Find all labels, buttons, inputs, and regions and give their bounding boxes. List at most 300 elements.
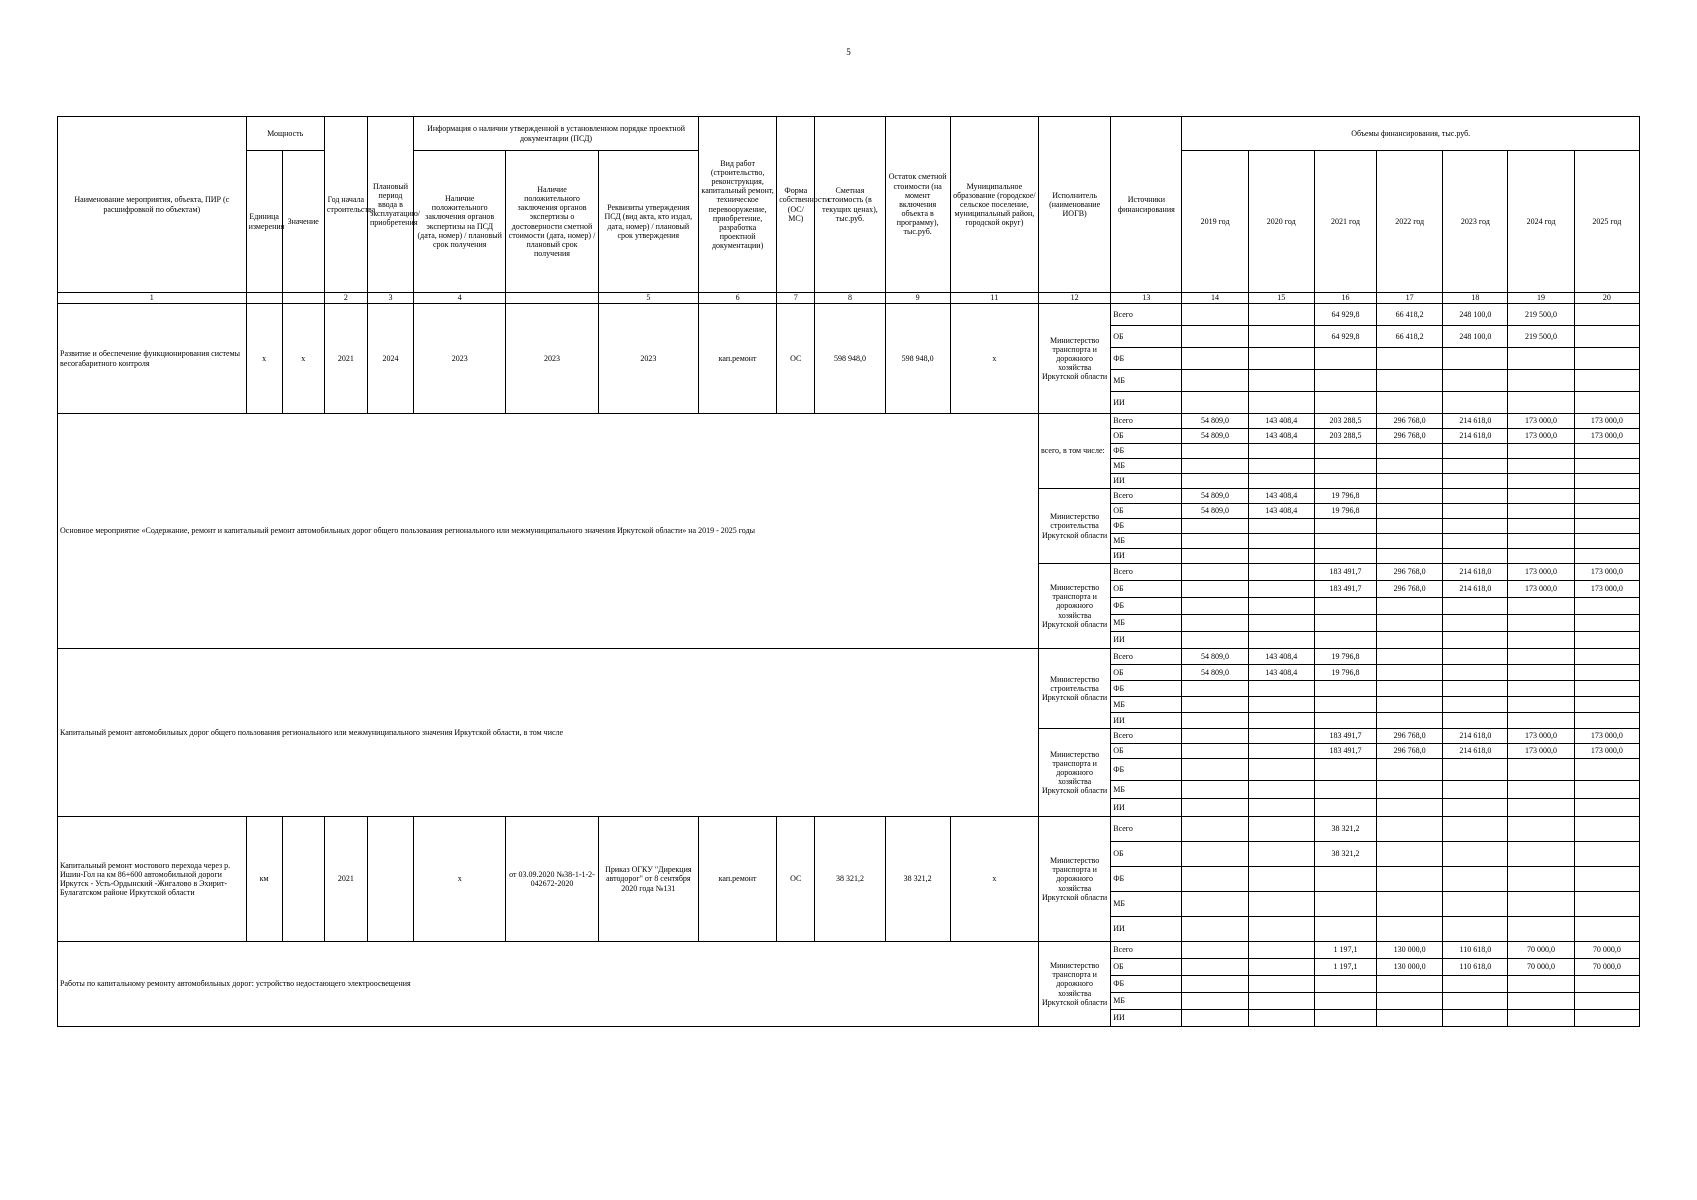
value-cell xyxy=(1377,917,1443,942)
row-psd-requisites: 2023 xyxy=(598,304,698,414)
value-cell: 19 796,8 xyxy=(1314,649,1376,665)
value-cell: 214 618,0 xyxy=(1443,564,1508,581)
value-cell xyxy=(1574,799,1639,817)
value-cell xyxy=(1574,976,1639,993)
hdr-year: 2019 год xyxy=(1182,151,1248,293)
column-number: 20 xyxy=(1574,293,1639,304)
value-cell xyxy=(1248,892,1314,917)
value-cell xyxy=(1314,370,1376,392)
source-label: ОБ xyxy=(1111,744,1182,759)
value-cell: 70 000,0 xyxy=(1574,942,1639,959)
row-executor: Министерство строительства Иркутской области xyxy=(1039,489,1111,564)
source-label: ФБ xyxy=(1111,867,1182,892)
value-cell xyxy=(1574,519,1639,534)
value-cell xyxy=(1377,444,1443,459)
value-cell: 296 768,0 xyxy=(1377,729,1443,744)
row-psd-positive: х xyxy=(414,817,506,942)
value-cell xyxy=(1574,348,1639,370)
value-cell xyxy=(1182,799,1248,817)
value-cell xyxy=(1182,976,1248,993)
value-cell xyxy=(1182,581,1248,598)
value-cell xyxy=(1443,842,1508,867)
value-cell xyxy=(1182,370,1248,392)
row-name: Капитальный ремонт мостового перехода через р. Ишин-Гол на км 86+600 автомобильной дороги Иркутск - Усть-Ордынский -Жигалово в Эхирит-Булагатском районе Иркутской области xyxy=(58,817,247,942)
value-cell xyxy=(1443,474,1508,489)
value-cell xyxy=(1508,444,1574,459)
value-cell xyxy=(1443,817,1508,842)
hdr-estimate-cost: Сметная стоимость (в текущих ценах), тыс.руб. xyxy=(815,117,885,293)
value-cell xyxy=(1574,665,1639,681)
column-number: 19 xyxy=(1508,293,1574,304)
value-cell xyxy=(1248,474,1314,489)
value-cell: 296 768,0 xyxy=(1377,744,1443,759)
source-label: ФБ xyxy=(1111,681,1182,697)
value-cell xyxy=(1443,799,1508,817)
row-ownership: ОС xyxy=(777,817,815,942)
row-start-year: 2021 xyxy=(324,817,367,942)
row-value xyxy=(282,817,324,942)
value-cell xyxy=(1182,348,1248,370)
value-cell xyxy=(1508,917,1574,942)
value-cell: 173 000,0 xyxy=(1574,429,1639,444)
hdr-year: 2024 год xyxy=(1508,151,1574,293)
value-cell xyxy=(1574,781,1639,799)
value-cell xyxy=(1248,942,1314,959)
value-cell xyxy=(1314,615,1376,632)
column-number: 17 xyxy=(1377,293,1443,304)
value-cell xyxy=(1443,759,1508,781)
value-cell xyxy=(1443,504,1508,519)
value-cell xyxy=(1248,759,1314,781)
value-cell xyxy=(1443,444,1508,459)
source-label: Всего xyxy=(1111,414,1182,429)
value-cell xyxy=(1443,697,1508,713)
value-cell: 143 408,4 xyxy=(1248,489,1314,504)
value-cell xyxy=(1377,392,1443,414)
value-cell xyxy=(1182,1010,1248,1027)
value-cell xyxy=(1574,489,1639,504)
value-cell xyxy=(1248,632,1314,649)
column-number xyxy=(246,293,282,304)
value-cell xyxy=(1574,842,1639,867)
value-cell xyxy=(1314,697,1376,713)
source-label: ОБ xyxy=(1111,504,1182,519)
source-label: ОБ xyxy=(1111,326,1182,348)
value-cell xyxy=(1314,392,1376,414)
row-value: х xyxy=(282,304,324,414)
value-cell xyxy=(1377,632,1443,649)
row-planned: 2024 xyxy=(367,304,413,414)
value-cell xyxy=(1182,459,1248,474)
value-cell xyxy=(1574,370,1639,392)
value-cell xyxy=(1508,534,1574,549)
row-unit: км xyxy=(246,817,282,942)
row-ownership: ОС xyxy=(777,304,815,414)
value-cell xyxy=(1182,842,1248,867)
value-cell xyxy=(1508,842,1574,867)
value-cell xyxy=(1314,976,1376,993)
value-cell xyxy=(1443,598,1508,615)
row-executor: всего, в том числе: xyxy=(1039,414,1111,489)
column-number: 9 xyxy=(885,293,950,304)
value-cell xyxy=(1182,392,1248,414)
value-cell xyxy=(1377,817,1443,842)
row-psd-estimate: от 03.09.2020 №38-1-1-2-042672-2020 xyxy=(506,817,598,942)
value-cell: 54 809,0 xyxy=(1182,504,1248,519)
value-cell: 110 618,0 xyxy=(1443,959,1508,976)
hdr-year: 2022 год xyxy=(1377,151,1443,293)
value-cell xyxy=(1377,1010,1443,1027)
value-cell xyxy=(1182,917,1248,942)
hdr-unit: Единица измерения xyxy=(246,151,282,293)
source-label: Всего xyxy=(1111,729,1182,744)
value-cell xyxy=(1508,474,1574,489)
value-cell xyxy=(1508,504,1574,519)
column-number: 4 xyxy=(414,293,506,304)
row-executor: Министерство транспорта и дорожного хозяйства Иркутской области xyxy=(1039,729,1111,817)
value-cell xyxy=(1574,444,1639,459)
column-number xyxy=(282,293,324,304)
value-cell: 183 491,7 xyxy=(1314,581,1376,598)
hdr-year: 2025 год xyxy=(1574,151,1639,293)
value-cell xyxy=(1248,370,1314,392)
value-cell xyxy=(1508,1010,1574,1027)
value-cell: 130 000,0 xyxy=(1377,959,1443,976)
column-number: 8 xyxy=(815,293,885,304)
value-cell xyxy=(1377,534,1443,549)
value-cell xyxy=(1574,697,1639,713)
value-cell xyxy=(1443,917,1508,942)
value-cell xyxy=(1248,697,1314,713)
value-cell: 38 321,2 xyxy=(1314,817,1376,842)
value-cell xyxy=(1508,713,1574,729)
value-cell xyxy=(1314,759,1376,781)
hdr-name: Наименование мероприятия, объекта, ПИР (с расшифровкой по объектам) xyxy=(58,117,247,293)
value-cell xyxy=(1574,713,1639,729)
value-cell xyxy=(1508,799,1574,817)
source-label: ИИ xyxy=(1111,713,1182,729)
value-cell xyxy=(1574,892,1639,917)
value-cell xyxy=(1182,632,1248,649)
value-cell: 143 408,4 xyxy=(1248,665,1314,681)
value-cell xyxy=(1574,504,1639,519)
value-cell xyxy=(1508,370,1574,392)
value-cell xyxy=(1508,697,1574,713)
value-cell xyxy=(1314,1010,1376,1027)
value-cell xyxy=(1377,976,1443,993)
row-psd-requisites: Приказ ОГКУ "Дирекция автодорог" от 8 сентября 2020 года №131 xyxy=(598,817,698,942)
source-label: ИИ xyxy=(1111,799,1182,817)
value-cell xyxy=(1314,799,1376,817)
value-cell xyxy=(1443,348,1508,370)
value-cell: 214 618,0 xyxy=(1443,729,1508,744)
value-cell xyxy=(1248,549,1314,564)
value-cell xyxy=(1574,549,1639,564)
value-cell xyxy=(1314,713,1376,729)
source-label: МБ xyxy=(1111,459,1182,474)
value-cell: 173 000,0 xyxy=(1508,429,1574,444)
value-cell xyxy=(1182,892,1248,917)
source-label: ОБ xyxy=(1111,429,1182,444)
source-label: ФБ xyxy=(1111,598,1182,615)
source-label: МБ xyxy=(1111,370,1182,392)
value-cell: 66 418,2 xyxy=(1377,326,1443,348)
value-cell: 203 288,5 xyxy=(1314,429,1376,444)
source-label: Всего xyxy=(1111,304,1182,326)
value-cell: 173 000,0 xyxy=(1574,414,1639,429)
column-number: 7 xyxy=(777,293,815,304)
value-cell xyxy=(1443,892,1508,917)
value-cell xyxy=(1182,474,1248,489)
column-number: 14 xyxy=(1182,293,1248,304)
value-cell xyxy=(1248,444,1314,459)
value-cell xyxy=(1182,564,1248,581)
value-cell xyxy=(1248,867,1314,892)
source-label: МБ xyxy=(1111,534,1182,549)
value-cell xyxy=(1182,598,1248,615)
value-cell: 173 000,0 xyxy=(1508,564,1574,581)
value-cell xyxy=(1508,759,1574,781)
value-cell xyxy=(1443,459,1508,474)
value-cell xyxy=(1443,665,1508,681)
value-cell xyxy=(1574,867,1639,892)
value-cell xyxy=(1248,993,1314,1010)
source-label: Всего xyxy=(1111,942,1182,959)
value-cell xyxy=(1443,993,1508,1010)
value-cell xyxy=(1314,474,1376,489)
value-cell: 19 796,8 xyxy=(1314,489,1376,504)
value-cell xyxy=(1248,729,1314,744)
hdr-psd-positive: Наличие положительного заключения органов экспертизы на ПСД (дата, номер) / плановый срок получения xyxy=(414,151,506,293)
value-cell: 183 491,7 xyxy=(1314,564,1376,581)
source-label: ИИ xyxy=(1111,392,1182,414)
value-cell: 19 796,8 xyxy=(1314,504,1376,519)
source-label: ОБ xyxy=(1111,959,1182,976)
value-cell: 296 768,0 xyxy=(1377,429,1443,444)
value-cell: 66 418,2 xyxy=(1377,304,1443,326)
value-cell xyxy=(1248,781,1314,799)
value-cell xyxy=(1574,598,1639,615)
value-cell xyxy=(1508,665,1574,681)
value-cell xyxy=(1182,326,1248,348)
row-work-type: кап.ремонт xyxy=(698,817,776,942)
value-cell xyxy=(1377,993,1443,1010)
value-cell xyxy=(1443,713,1508,729)
value-cell xyxy=(1314,917,1376,942)
column-number: 15 xyxy=(1248,293,1314,304)
value-cell xyxy=(1443,519,1508,534)
hdr-executor: Исполнитель (наименование ИОГВ) xyxy=(1039,117,1111,293)
value-cell xyxy=(1443,489,1508,504)
row-municipality: х xyxy=(950,817,1038,942)
value-cell xyxy=(1574,304,1639,326)
value-cell: 1 197,1 xyxy=(1314,959,1376,976)
source-label: Всего xyxy=(1111,649,1182,665)
value-cell xyxy=(1248,519,1314,534)
column-number: 3 xyxy=(367,293,413,304)
value-cell xyxy=(1248,534,1314,549)
value-cell xyxy=(1508,615,1574,632)
value-cell: 64 929,8 xyxy=(1314,326,1376,348)
value-cell xyxy=(1248,681,1314,697)
value-cell xyxy=(1574,474,1639,489)
value-cell xyxy=(1248,713,1314,729)
value-cell xyxy=(1248,842,1314,867)
value-cell xyxy=(1377,759,1443,781)
value-cell xyxy=(1314,348,1376,370)
value-cell xyxy=(1248,976,1314,993)
value-cell xyxy=(1574,534,1639,549)
source-label: Всего xyxy=(1111,489,1182,504)
value-cell: 143 408,4 xyxy=(1248,414,1314,429)
column-number: 5 xyxy=(598,293,698,304)
value-cell xyxy=(1508,489,1574,504)
value-cell: 54 809,0 xyxy=(1182,489,1248,504)
value-cell xyxy=(1377,348,1443,370)
row-executor: Министерство транспорта и дорожного хозяйства Иркутской области xyxy=(1039,564,1111,649)
value-cell xyxy=(1508,892,1574,917)
source-label: ИИ xyxy=(1111,549,1182,564)
hdr-sources: Источники финансирования xyxy=(1111,117,1182,293)
value-cell xyxy=(1314,632,1376,649)
row-psd-positive: 2023 xyxy=(414,304,506,414)
value-cell xyxy=(1574,917,1639,942)
column-number: 1 xyxy=(58,293,247,304)
value-cell: 214 618,0 xyxy=(1443,414,1508,429)
value-cell xyxy=(1443,549,1508,564)
value-cell xyxy=(1248,817,1314,842)
value-cell xyxy=(1377,799,1443,817)
value-cell xyxy=(1182,519,1248,534)
value-cell xyxy=(1377,697,1443,713)
value-cell xyxy=(1377,549,1443,564)
row-municipality: х xyxy=(950,304,1038,414)
value-cell xyxy=(1182,993,1248,1010)
value-cell xyxy=(1574,632,1639,649)
column-numbers-row xyxy=(58,293,1640,304)
value-cell xyxy=(1248,392,1314,414)
value-cell xyxy=(1248,326,1314,348)
source-label: ИИ xyxy=(1111,632,1182,649)
value-cell xyxy=(1574,615,1639,632)
value-cell xyxy=(1314,444,1376,459)
value-cell xyxy=(1248,744,1314,759)
row-executor: Министерство транспорта и дорожного хозяйства Иркутской области xyxy=(1039,304,1111,414)
column-number: 6 xyxy=(698,293,776,304)
value-cell xyxy=(1248,917,1314,942)
row-remaining: 38 321,2 xyxy=(885,817,950,942)
value-cell: 173 000,0 xyxy=(1574,581,1639,598)
value-cell xyxy=(1574,817,1639,842)
value-cell xyxy=(1508,681,1574,697)
value-cell xyxy=(1443,392,1508,414)
source-label: МБ xyxy=(1111,781,1182,799)
value-cell xyxy=(1377,867,1443,892)
value-cell xyxy=(1182,304,1248,326)
source-label: МБ xyxy=(1111,615,1182,632)
hdr-year: 2021 год xyxy=(1314,151,1376,293)
value-cell: 219 500,0 xyxy=(1508,304,1574,326)
value-cell xyxy=(1443,681,1508,697)
value-cell xyxy=(1314,993,1376,1010)
source-label: ФБ xyxy=(1111,348,1182,370)
row-work-type: кап.ремонт xyxy=(698,304,776,414)
value-cell: 173 000,0 xyxy=(1574,729,1639,744)
row-remaining: 598 948,0 xyxy=(885,304,950,414)
value-cell xyxy=(1508,649,1574,665)
value-cell xyxy=(1377,459,1443,474)
value-cell xyxy=(1443,649,1508,665)
value-cell xyxy=(1443,781,1508,799)
value-cell: 130 000,0 xyxy=(1377,942,1443,959)
value-cell xyxy=(1377,504,1443,519)
value-cell: 214 618,0 xyxy=(1443,744,1508,759)
source-label: ОБ xyxy=(1111,842,1182,867)
value-cell: 203 288,5 xyxy=(1314,414,1376,429)
value-cell xyxy=(1443,867,1508,892)
source-label: ОБ xyxy=(1111,581,1182,598)
value-cell xyxy=(1377,665,1443,681)
value-cell xyxy=(1574,649,1639,665)
hdr-work-type: Вид работ (строительство, реконструкция, капитальный ремонт, техническое перевооружение, приобретение, разработка проектной документации) xyxy=(698,117,776,293)
value-cell xyxy=(1508,392,1574,414)
row-name: Капитальный ремонт автомобильных дорог общего пользования регионального или межмуниципального значения Иркутской области, в том числе xyxy=(58,649,1039,817)
financing-table xyxy=(57,116,1640,1027)
row-executor: Министерство транспорта и дорожного хозяйства Иркутской области xyxy=(1039,942,1111,1027)
value-cell: 54 809,0 xyxy=(1182,649,1248,665)
value-cell: 1 197,1 xyxy=(1314,942,1376,959)
row-estimate: 598 948,0 xyxy=(815,304,885,414)
value-cell xyxy=(1182,681,1248,697)
column-number: 16 xyxy=(1314,293,1376,304)
value-cell xyxy=(1377,713,1443,729)
value-cell: 296 768,0 xyxy=(1377,581,1443,598)
value-cell xyxy=(1377,649,1443,665)
row-name: Развитие и обеспечение функционирования системы весогабаритного контроля xyxy=(58,304,247,414)
hdr-ownership: Форма собственности (ОС/ МС) xyxy=(777,117,815,293)
hdr-psd-estimate: Наличие положительного заключения органов экспертизы о достоверности сметной стоимости (дата, номер) / плановый срок получения xyxy=(506,151,598,293)
value-cell: 219 500,0 xyxy=(1508,326,1574,348)
column-number: 12 xyxy=(1039,293,1111,304)
hdr-year: 2023 год xyxy=(1443,151,1508,293)
value-cell xyxy=(1314,867,1376,892)
value-cell xyxy=(1182,781,1248,799)
value-cell xyxy=(1182,729,1248,744)
value-cell: 64 929,8 xyxy=(1314,304,1376,326)
column-number: 11 xyxy=(950,293,1038,304)
value-cell: 70 000,0 xyxy=(1574,959,1639,976)
value-cell: 183 491,7 xyxy=(1314,744,1376,759)
row-planned xyxy=(367,817,413,942)
value-cell xyxy=(1182,867,1248,892)
value-cell: 173 000,0 xyxy=(1508,414,1574,429)
value-cell: 110 618,0 xyxy=(1443,942,1508,959)
value-cell xyxy=(1314,681,1376,697)
column-number xyxy=(506,293,598,304)
value-cell xyxy=(1248,459,1314,474)
value-cell: 248 100,0 xyxy=(1443,326,1508,348)
source-label: ИИ xyxy=(1111,1010,1182,1027)
value-cell xyxy=(1443,534,1508,549)
value-cell xyxy=(1508,549,1574,564)
value-cell xyxy=(1508,459,1574,474)
value-cell: 54 809,0 xyxy=(1182,665,1248,681)
row-estimate: 38 321,2 xyxy=(815,817,885,942)
source-label: МБ xyxy=(1111,993,1182,1010)
source-label: ИИ xyxy=(1111,474,1182,489)
value-cell xyxy=(1377,781,1443,799)
value-cell xyxy=(1574,681,1639,697)
